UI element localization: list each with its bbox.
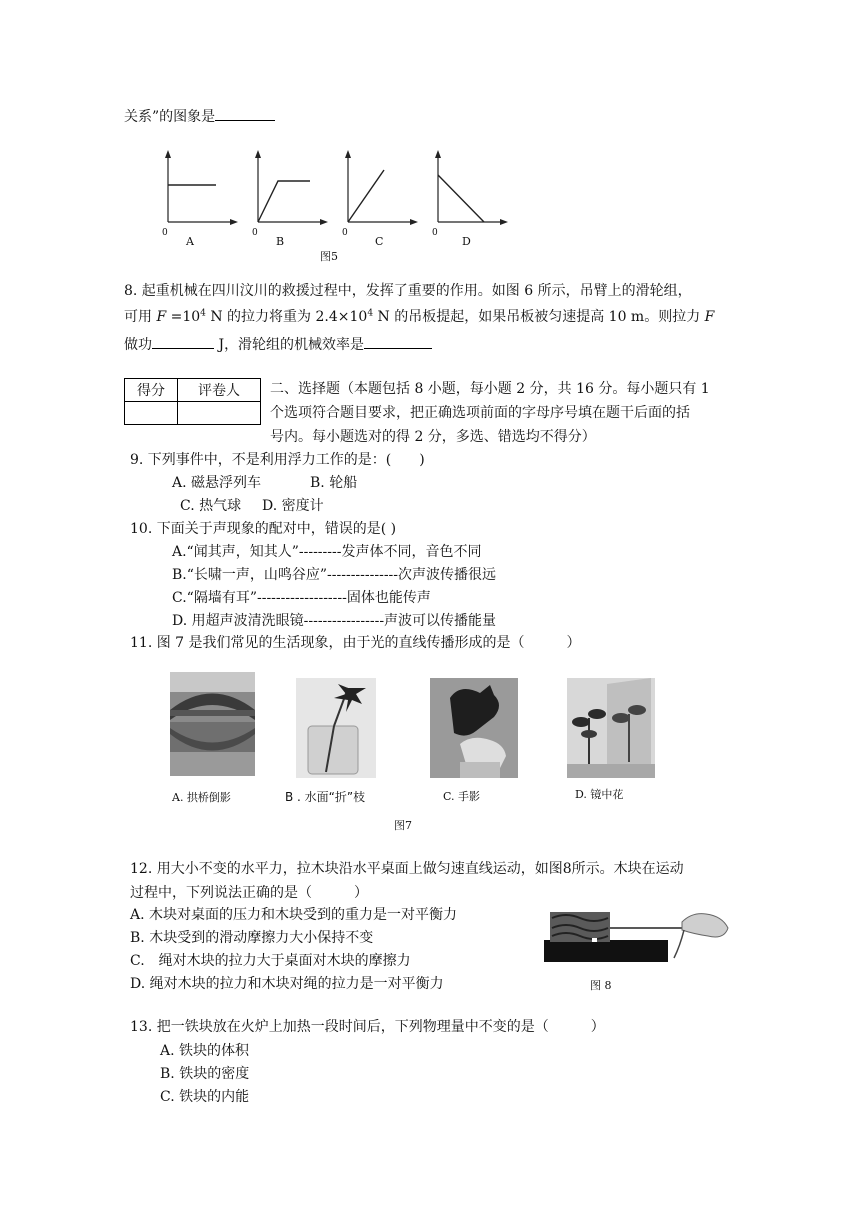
q11-caption-d: D. 镜中花 <box>575 788 624 801</box>
q12-option-c[interactable]: C. 绳对木块的拉力大于桌面对木块的摩擦力 <box>130 953 411 969</box>
q9-stem: 9. 下列事件中，不是利用浮力工作的是：( ) <box>130 452 425 468</box>
q10-option-b[interactable]: B.“长啸一声，山鸣谷应”---------------次声波传播很远 <box>172 567 497 583</box>
figure-8-caption: 图 8 <box>590 979 612 992</box>
q10-option-c[interactable]: C.“隔墙有耳”-------------------固体也能传声 <box>172 590 431 606</box>
arch-bridge-illustration <box>170 672 255 776</box>
figure-8-illustration <box>542 898 732 968</box>
section-2-line-2: 个选项符合题目要求，把正确选项前面的字母序号填在题干后面的括 <box>270 405 690 421</box>
q8-efficiency-blank[interactable] <box>364 334 432 349</box>
q10-stem: 10. 下面关于声现象的配对中，错误的是( ) <box>130 521 397 537</box>
bent-stick-illustration <box>296 678 376 778</box>
q7-tail: 关系”的图象是 <box>124 106 275 126</box>
q12-line-2: 过程中，下列说法正确的是（ ） <box>130 885 368 901</box>
q11-caption-a: A. 拱桥倒影 <box>172 791 231 804</box>
q13-stem: 13. 把一铁块放在火炉上加热一段时间后，下列物理量中不变的是（ ） <box>130 1019 605 1035</box>
q10-option-d[interactable]: D. 用超声波清洗眼镜-----------------声波可以传播能量 <box>172 613 497 629</box>
q12-line-1: 12. 用大小不变的水平力，拉木块沿水平桌面上做匀速直线运动，如图8所示。木块在运动 <box>130 861 684 877</box>
q9-option-a[interactable]: A. 磁悬浮列车 <box>172 475 262 491</box>
grader-header: 评卷人 <box>178 379 261 402</box>
q10-option-a[interactable]: A.“闻其声，知其人”---------发声体不同，音色不同 <box>172 544 482 560</box>
graph-b <box>248 150 328 238</box>
q13-option-b[interactable]: B. 铁块的密度 <box>160 1066 250 1082</box>
section-2-line-3: 号内。每小题选对的得 2 分，多选、错选均不得分） <box>270 429 596 445</box>
q9-option-d[interactable]: D. 密度计 <box>262 498 324 514</box>
q8-work-blank[interactable] <box>152 334 214 349</box>
arch-bridge-photo <box>170 672 255 776</box>
score-table <box>124 378 261 425</box>
q12-option-d[interactable]: D. 绳对木块的拉力和木块对绳的拉力是一对平衡力 <box>130 976 444 992</box>
hand-shadow-illustration <box>430 678 518 778</box>
graph-a <box>158 150 238 238</box>
mirror-flower-illustration <box>567 678 655 778</box>
figure-7-caption: 图7 <box>394 819 412 832</box>
score-header: 得分 <box>125 379 178 402</box>
grader-cell[interactable] <box>178 402 261 425</box>
graph-c <box>338 150 418 238</box>
q12-option-b[interactable]: B. 木块受到的滑动摩擦力大小保持不变 <box>130 930 374 946</box>
q13-option-a[interactable]: A. 铁块的体积 <box>160 1043 250 1059</box>
q13-option-c[interactable]: C. 铁块的内能 <box>160 1089 250 1105</box>
bent-stick-photo <box>296 678 376 778</box>
mirror-flower-photo <box>567 678 655 778</box>
q7-answer-blank[interactable] <box>215 106 275 121</box>
q8-line-1: 8. 起重机械在四川汶川的救援过程中，发挥了重要的作用。如图 6 所示，吊臂上的滑轮组， <box>124 283 692 299</box>
hand-shadow-photo <box>430 678 518 778</box>
graph-d <box>428 150 508 238</box>
q11-caption-c: C. 手影 <box>443 790 481 803</box>
q8-line-2: 可用 $F =10^4$ N 的拉力将重为 $2.4\times 10^4$ N 的吊板提起，如果吊板被匀速提高 10 m。则拉力 F <box>124 308 715 325</box>
q9-option-b[interactable]: B. 轮船 <box>310 475 358 491</box>
q12-option-a[interactable]: A. 木块对桌面的压力和木块受到的重力是一对平衡力 <box>130 907 458 923</box>
section-2-line-1: 二、选择题（本题包括 8 小题，每小题 2 分，共 16 分。每小题只有 1 <box>270 381 710 397</box>
q11-caption-b: B . 水面“折”枝 <box>285 790 366 804</box>
q11-stem: 11. 图 7 是我们常见的生活现象，由于光的直线传播形成的是（ ） <box>130 635 581 651</box>
q9-option-c[interactable]: C. 热气球 <box>180 498 242 514</box>
figure-5-caption: 图5 <box>320 250 338 263</box>
score-cell[interactable] <box>125 402 178 425</box>
q8-line-3: 做功 J，滑轮组的机械效率是 <box>124 334 432 354</box>
